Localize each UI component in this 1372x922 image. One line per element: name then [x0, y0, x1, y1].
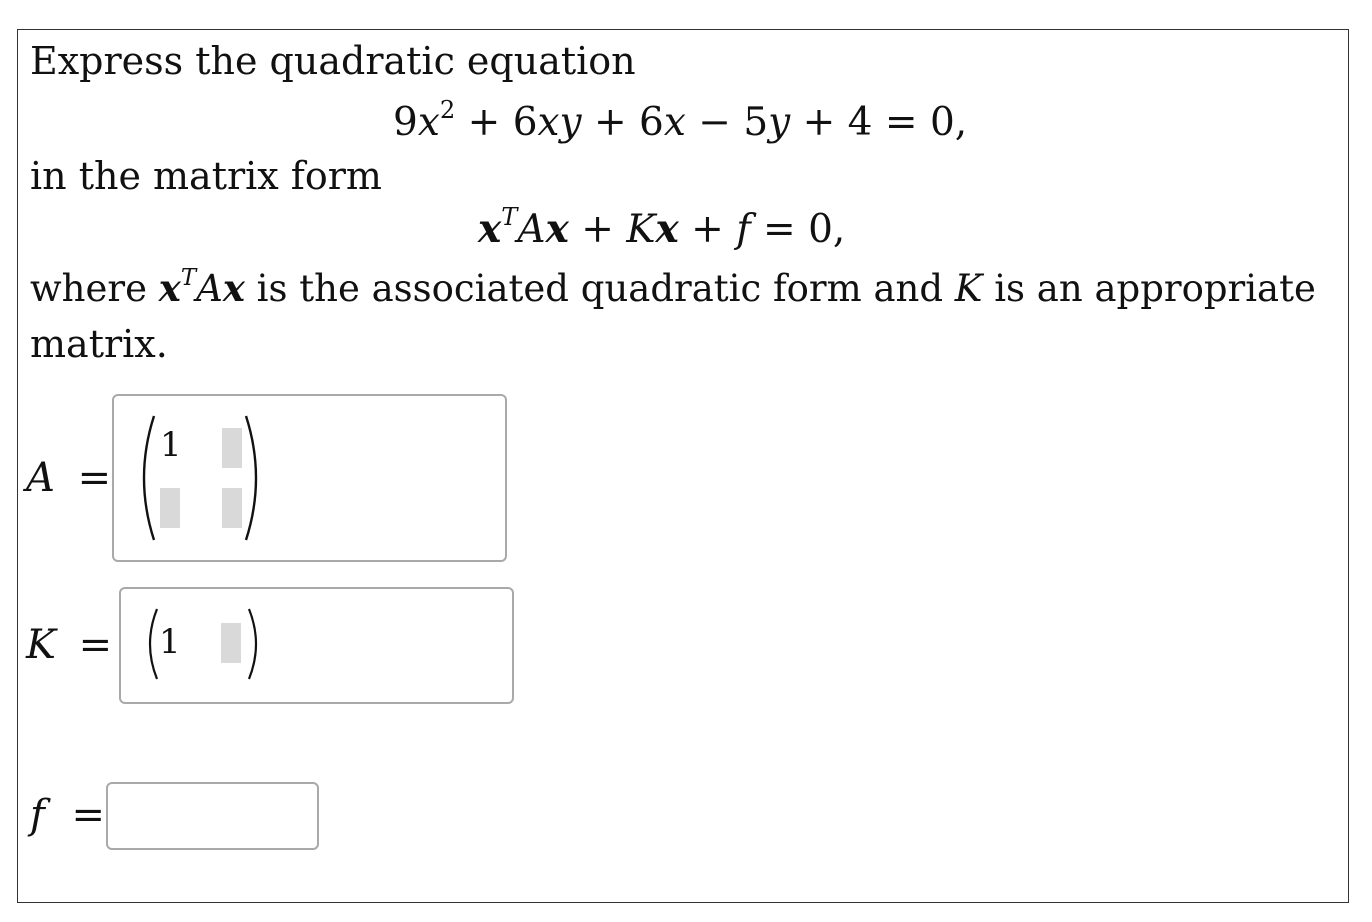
k-cell-1[interactable]: 1: [159, 622, 181, 662]
a-right-paren: [242, 414, 270, 542]
a-cell-1-2[interactable]: [222, 428, 242, 468]
k-matrix-input-box[interactable]: [119, 587, 514, 704]
a-cell-2-1[interactable]: [160, 488, 180, 528]
k-left-paren: [139, 607, 161, 681]
a-cell-1-1[interactable]: 1: [160, 425, 182, 465]
a-matrix-input-box[interactable]: [112, 394, 507, 562]
k-right-paren: [245, 607, 267, 681]
f-label: f =: [30, 792, 106, 838]
intro-text: Express the quadratic equation: [30, 39, 636, 83]
matrix-form-intro: in the matrix form: [30, 154, 382, 198]
a-cell-2-2[interactable]: [222, 488, 242, 528]
a-label: A =: [26, 455, 112, 501]
matrix-word: matrix.: [30, 322, 168, 366]
quadratic-equation: $9x^2 + 6xy + 6x - 5y + 4 = 0$,: [393, 96, 968, 145]
where-sentence: where $x^TAx$ is the associated quadratic form and K is an appropriate: [30, 264, 1316, 310]
k-label: K =: [26, 622, 113, 668]
k-cell-2[interactable]: [221, 623, 241, 663]
matrix-equation: $x^TAx + Kx + f = 0$,: [478, 203, 846, 252]
a-left-paren: [130, 414, 158, 542]
f-input-box[interactable]: [106, 782, 319, 850]
